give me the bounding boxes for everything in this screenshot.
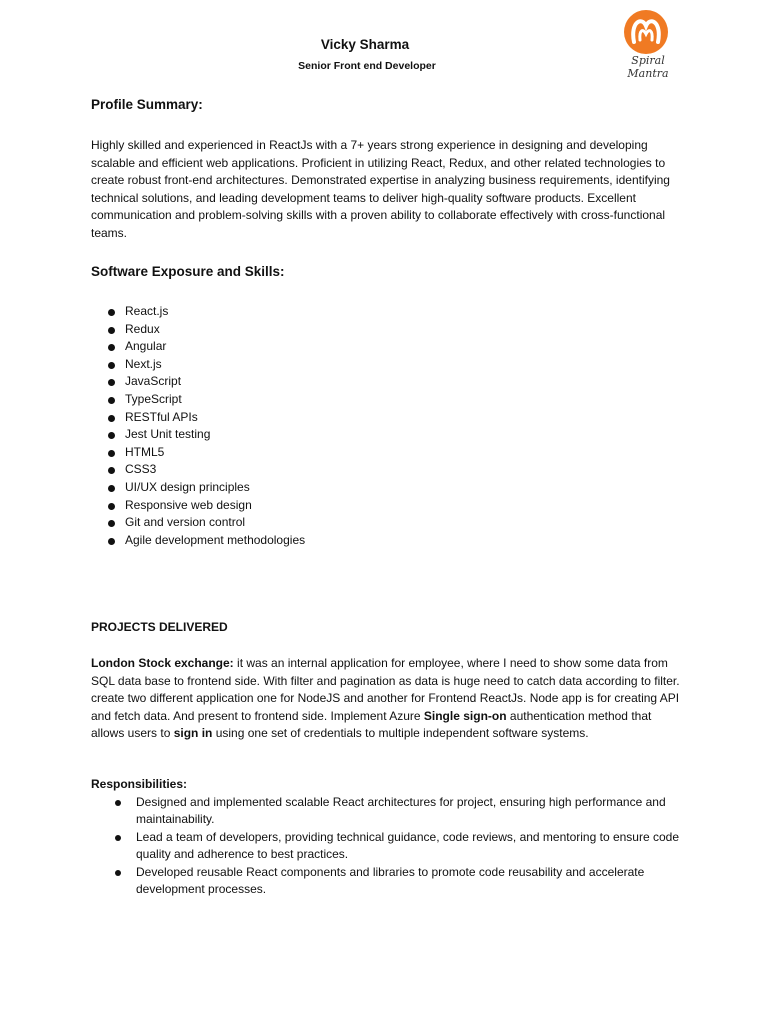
bullet-icon: [108, 450, 115, 457]
list-item: Git and version control: [91, 514, 305, 532]
projects-heading: PROJECTS DELIVERED: [91, 620, 228, 634]
project-title: London Stock exchange:: [91, 656, 234, 670]
bullet-icon: [108, 538, 115, 545]
bullet-icon: [108, 379, 115, 386]
bullet-icon: [108, 344, 115, 351]
bullet-icon: [108, 520, 115, 527]
list-item: Jest Unit testing: [91, 426, 305, 444]
responsibilities-heading: Responsibilities:: [91, 777, 188, 791]
list-item: Next.js: [91, 356, 305, 374]
list-item: Lead a team of developers, providing technical guidance, code reviews, and mentoring to ensure code quality and adherence to best practices.: [100, 829, 680, 864]
spiral-logo-icon: [610, 8, 686, 56]
bullet-icon: [108, 397, 115, 404]
list-item: Designed and implemented scalable React architectures for project, ensuring high performance and maintainability.: [100, 794, 680, 829]
profile-summary-heading: Profile Summary:: [91, 97, 203, 112]
list-item: UI/UX design principles: [91, 479, 305, 497]
company-logo: [610, 8, 690, 80]
bullet-icon: [108, 362, 115, 369]
bullet-icon: [108, 485, 115, 492]
project-description: London Stock exchange: it was an internal application for employee, where I need to show some data from SQL data base to frontend side. With filter and pagination as data is huge need to catch data according to filter. create two different application one for NodeJS and another for Frontend ReactJs. Node app is for creating API and fetch data. And present to frontend side. Implement Azure Single sign-on authentication method that allows users to sign in using one set of credentials to multiple independent software systems.: [91, 656, 680, 741]
list-item: HTML5: [91, 444, 305, 462]
skills-list: [91, 303, 305, 549]
logo-text: Spiral Mantra: [627, 54, 669, 80]
bullet-icon: [108, 309, 115, 316]
bullet-icon: [108, 503, 115, 510]
bullet-icon: [108, 327, 115, 334]
list-item: TypeScript: [91, 391, 305, 409]
bullet-icon: [108, 432, 115, 439]
bullet-icon: [115, 800, 121, 806]
responsibilities-list: [100, 794, 680, 898]
list-item: Angular: [91, 338, 305, 356]
list-item: Developed reusable React components and libraries to promote code reusability and accelerate development processes.: [100, 864, 680, 899]
list-item: React.js: [91, 303, 305, 321]
list-item: Agile development methodologies: [91, 532, 305, 550]
profile-summary-text: Highly skilled and experienced in ReactJs with a 7+ years strong experience in designing and developing scalable and efficient web applications. Proficient in utilizing React, Redux, and other related technologies to create robust front-end architectures. Demonstrated expertise in analyzing business requirements, identifying technical solutions, and leading development teams to deliver high-quality software products. Excellent communication and problem-solving skills with a proven ability to collaborate effectively with cross-functional teams.: [91, 138, 670, 240]
bullet-icon: [115, 870, 121, 876]
list-item: JavaScript: [91, 373, 305, 391]
skills-heading: Software Exposure and Skills:: [91, 264, 285, 279]
bullet-icon: [115, 835, 121, 841]
bullet-icon: [108, 415, 115, 422]
list-item: Redux: [91, 321, 305, 339]
list-item: CSS3: [91, 461, 305, 479]
bullet-icon: [108, 467, 115, 474]
list-item: RESTful APIs: [91, 409, 305, 427]
candidate-name: Vicky Sharma: [320, 37, 410, 52]
list-item: Responsive web design: [91, 497, 305, 515]
candidate-role: Senior Front end Developer: [298, 60, 436, 72]
